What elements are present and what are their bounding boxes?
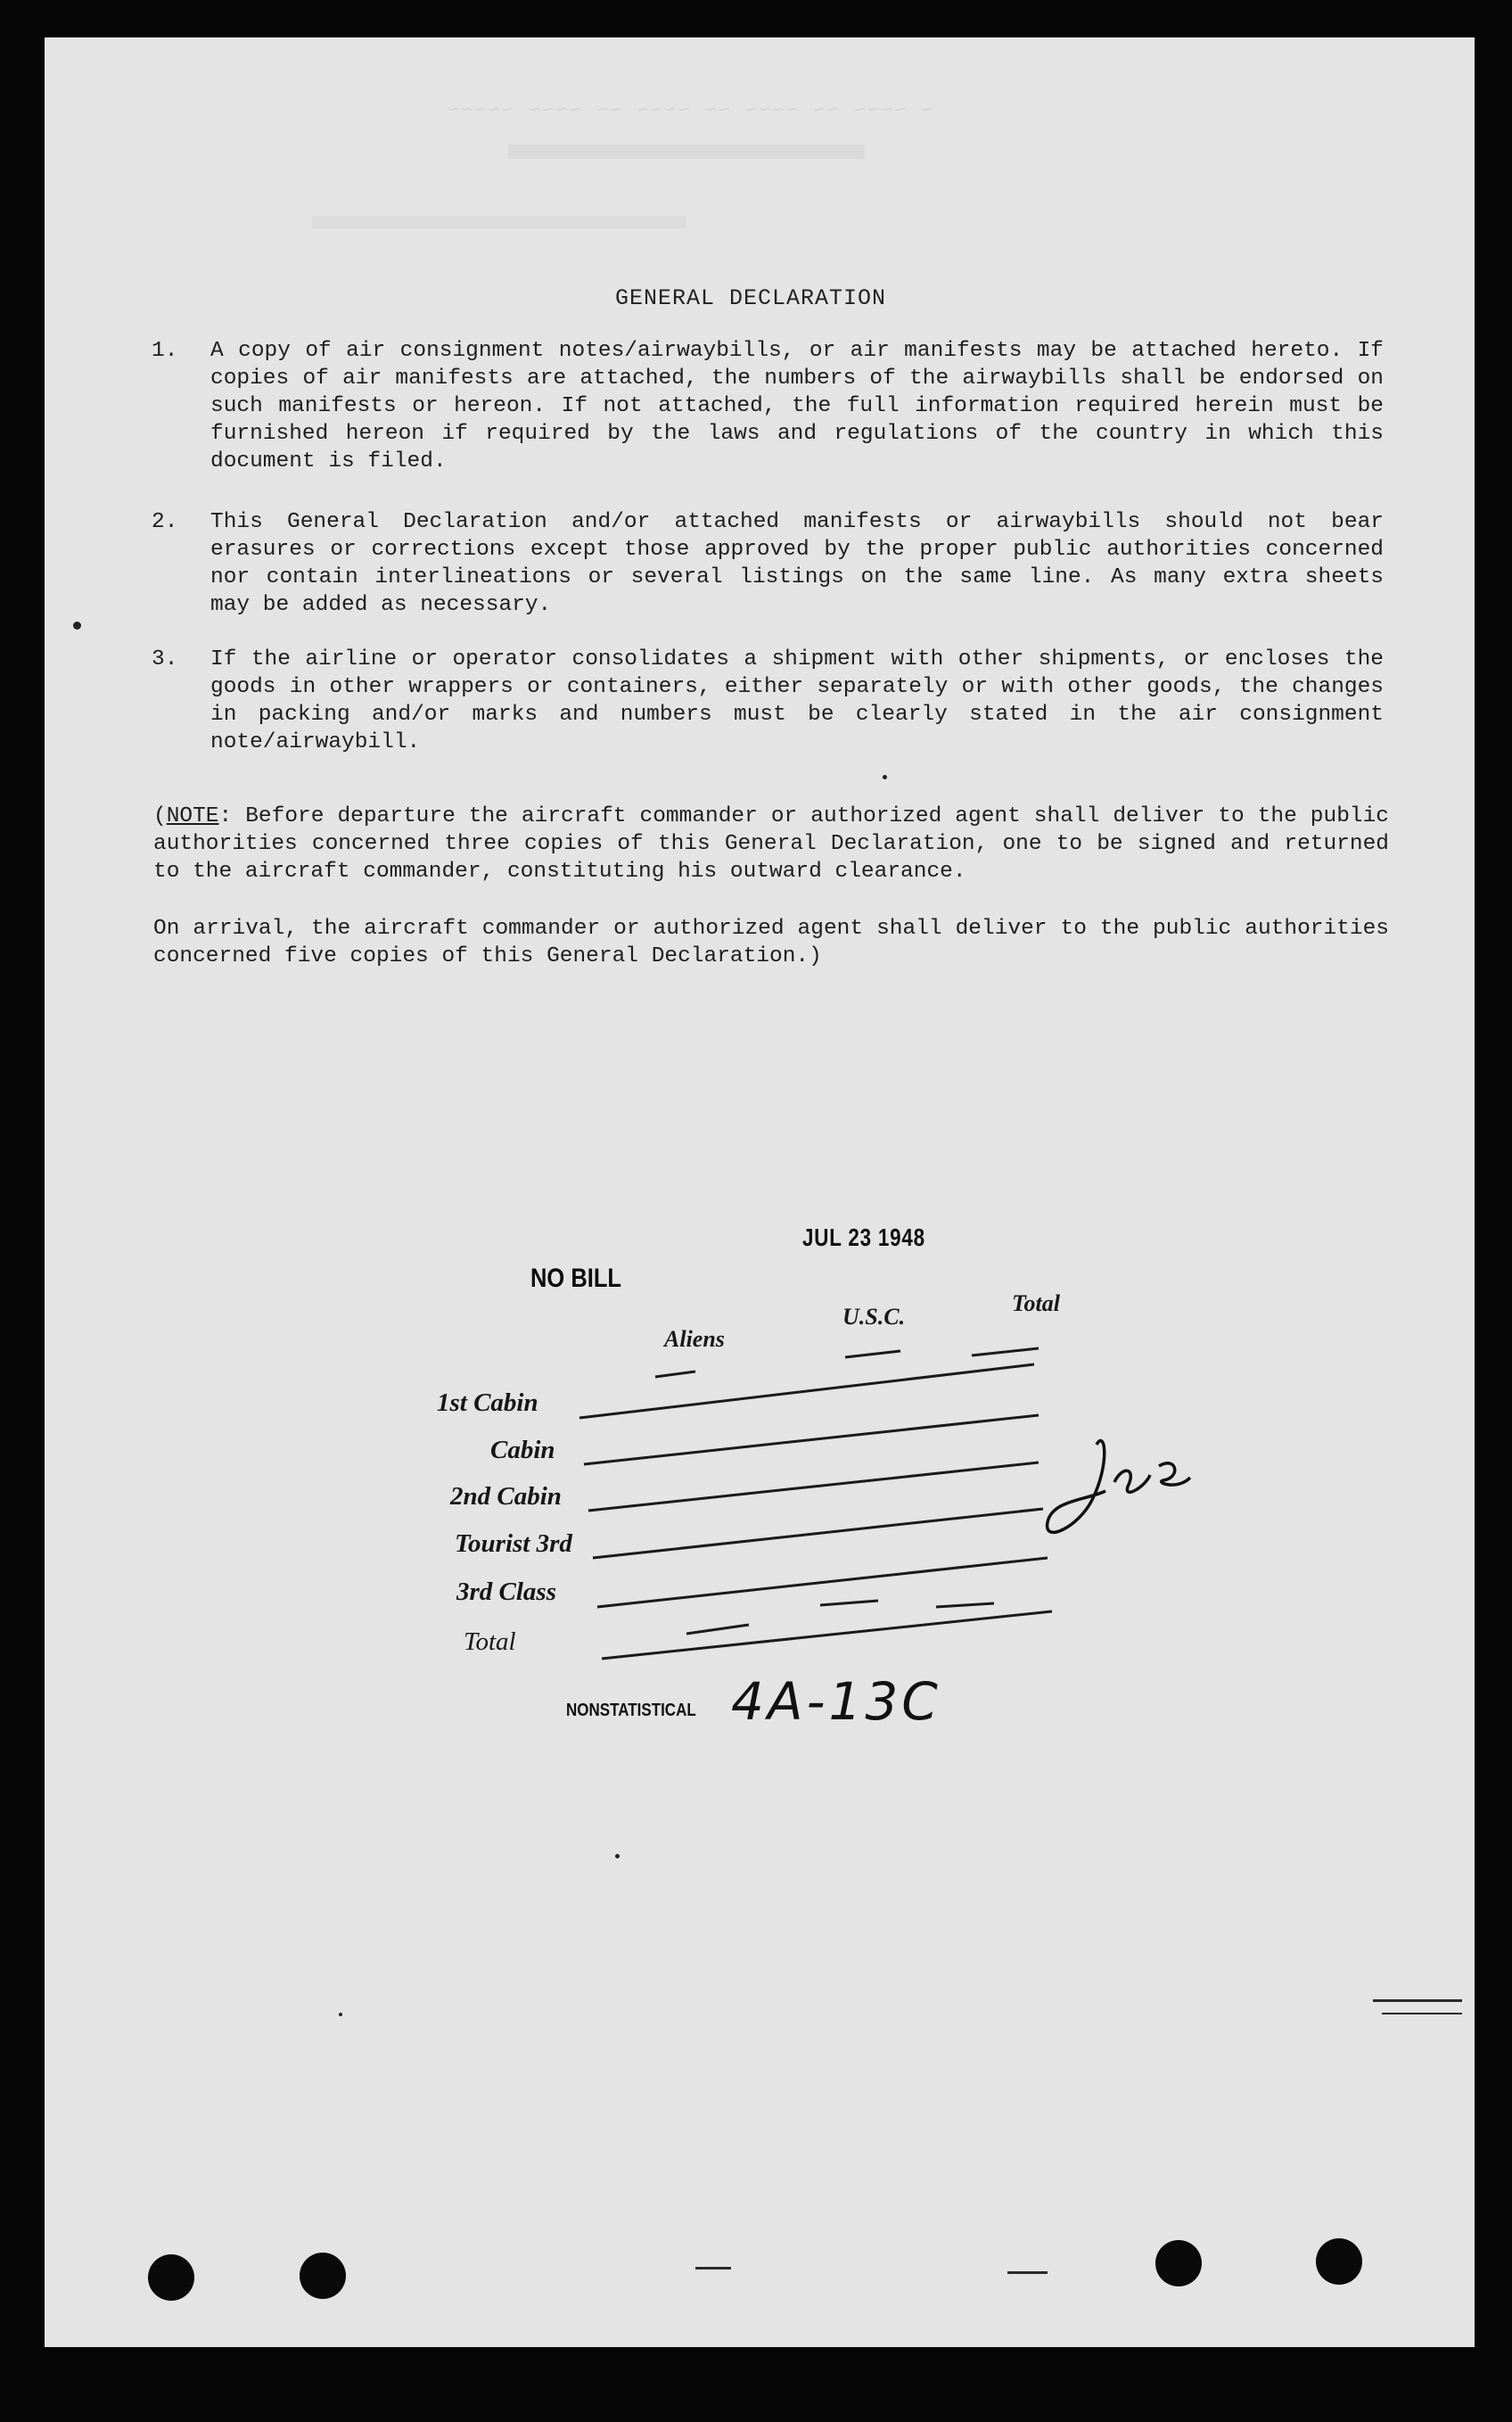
- note-open-paren: (: [153, 804, 167, 828]
- speck: [339, 2013, 342, 2016]
- clause-text: A copy of air consignment notes/airwaybills, or air manifests may be attached hereto. If copies of air manifests are attached, the numbers of the airwaybills shall be endorsed on such manifests or hereon. If not attached, the full information required herein must be furnished hereon if required by the laws and regulations of the country in which this document is filed.: [210, 339, 1384, 474]
- clause-number: 3.: [152, 647, 178, 671]
- no-bill-stamp: NO BILL: [530, 1264, 621, 1293]
- column-header-total: Total: [1012, 1290, 1060, 1316]
- document-page: [45, 37, 1475, 2347]
- page-title: GENERAL DECLARATION: [615, 285, 887, 311]
- column-header-aliens: Aliens: [664, 1326, 725, 1352]
- clause-text: This General Declaration and/or attached manifests or airwaybills should not bear erasures or corrections except those approved by the proper public authorities concerned nor contain interlineations or several listings on the same line. As many extra sheets may be added as necessary.: [210, 510, 1384, 617]
- edge-mark: [1373, 1999, 1462, 2002]
- edge-mark: [1007, 2271, 1048, 2274]
- stamp-ruled-lines: [45, 37, 1475, 2347]
- date-stamp: JUL 23 1948: [802, 1223, 925, 1251]
- row-label-3rd-class: 3rd Class: [456, 1578, 557, 1606]
- speck: [73, 622, 81, 630]
- punch-hole: [1155, 2240, 1202, 2286]
- row-label-2nd-cabin: 2nd Cabin: [450, 1482, 562, 1511]
- speck: [883, 775, 887, 779]
- row-label-cabin: Cabin: [490, 1436, 555, 1464]
- note-label: NOTE: [166, 804, 219, 828]
- punch-hole: [1316, 2238, 1362, 2285]
- clause-number: 1.: [152, 339, 178, 363]
- edge-mark: [695, 2267, 731, 2270]
- bleed-through-text: ~ ~~~~ ~~ ~~~~ ~~ ~~~~ ~~ ~~~~ ~~~~~: [446, 100, 934, 122]
- edge-mark: [1382, 2013, 1462, 2014]
- initials-signature: [1048, 1441, 1190, 1533]
- clause-number: 2.: [152, 510, 178, 534]
- arrival-paragraph: On arrival, the aircraft commander or authorized agent shall deliver to the public authorities concerned five copies of this General Declaration.): [153, 917, 1389, 968]
- row-label-1st-cabin: 1st Cabin: [437, 1388, 538, 1417]
- column-header-usc: U.S.C.: [842, 1304, 906, 1330]
- clause-text: If the airline or operator consolidates a shipment with other shipments, or encloses the goods in other wrappers or containers, either separately or with other goods, the changes in packing and/or marks and numbers must be clearly stated in the air consignment note/airwaybill.: [210, 647, 1384, 754]
- punch-hole: [148, 2254, 194, 2301]
- row-label-tourist-3rd: Tourist 3rd: [455, 1529, 572, 1558]
- punch-hole: [300, 2253, 346, 2299]
- row-label-total: Total: [464, 1627, 516, 1656]
- nonstatistical-stamp: NONSTATISTICAL: [566, 1701, 696, 1720]
- speck: [615, 1854, 620, 1858]
- note-text: : Before departure the aircraft commander or authorized agent shall deliver to the public authorities concerned three copies of this General Declaration, one to be signed and returned to the aircraft commander, constituting his outward clearance.: [153, 804, 1389, 884]
- handwritten-code: 4A-13C: [731, 1671, 941, 1732]
